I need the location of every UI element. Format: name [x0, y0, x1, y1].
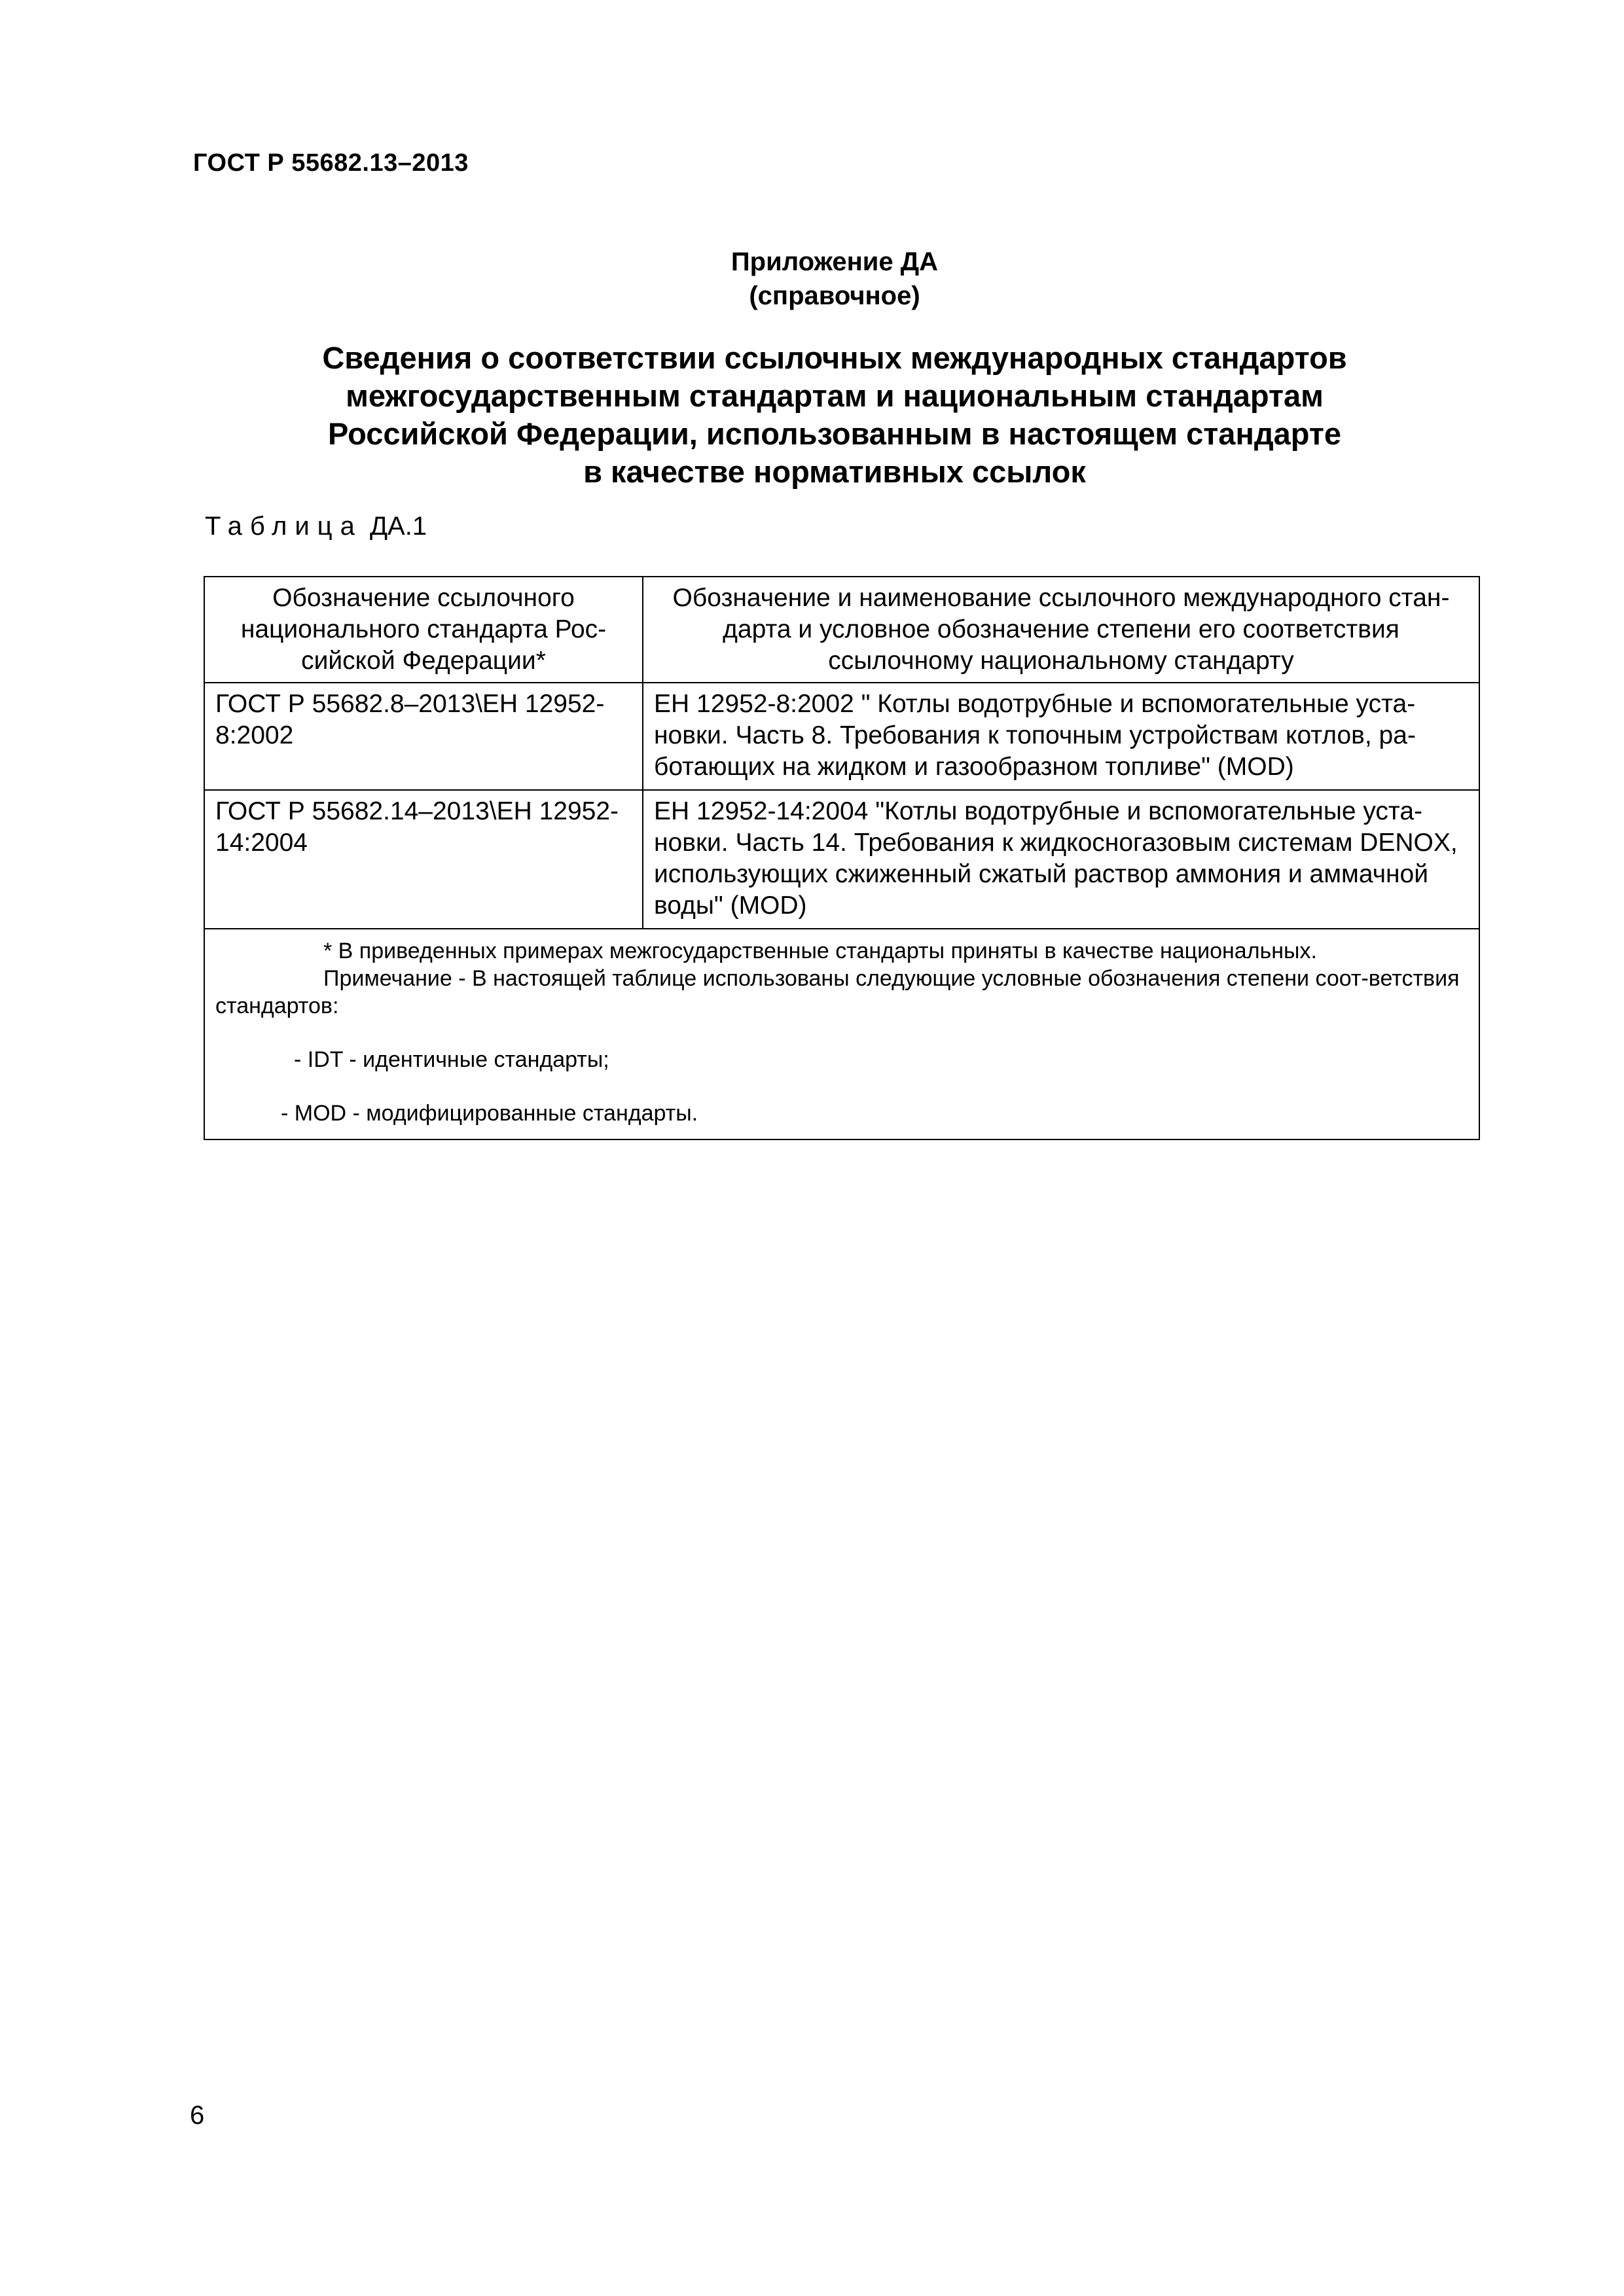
appendix-heading-line: в качестве нормативных ссылок: [583, 454, 1086, 489]
appendix-heading-line: Сведения о соответствии ссылочных международных стандартов: [322, 340, 1347, 375]
document-code-header: ГОСТ Р 55682.13–2013: [193, 149, 469, 177]
table-notes-row: [204, 929, 1479, 1139]
appendix-heading-line: межгосударственным стандартам и национальным стандартам: [346, 378, 1324, 413]
table-footnote: * В приведенных примерах межгосударственные стандарты приняты в качестве национальных.: [323, 939, 1317, 963]
national-standard-cell: ГОСТ Р 55682.8–2013\ЕН 12952-8:2002: [204, 683, 643, 790]
legend-idt: - IDT - идентичные стандарты;: [294, 1047, 609, 1072]
column-header-international-standard: Обозначение и наименование ссылочного международного стан-дарта и условное обозначение степени его соответствия ссылочному национальному стандарту: [643, 577, 1479, 683]
table-note: Примечание - В настоящей таблице использованы следующие условные обозначения степени соот-ветствия стандартов:: [215, 966, 1460, 1018]
national-standard-cell: ГОСТ Р 55682.14–2013\ЕН 12952-14:2004: [204, 790, 643, 929]
appendix-heading: [196, 339, 1473, 491]
appendix-kind: (справочное): [749, 281, 920, 310]
table-caption: [205, 512, 427, 541]
column-header-national-standard: Обозначение ссылочного национального стандарта Рос-сийской Федерации*: [204, 577, 643, 683]
table-row: [204, 790, 1479, 929]
table-caption-word: Таблица: [205, 512, 363, 541]
table-notes-cell: [204, 929, 1479, 1139]
reference-standards-table: [204, 576, 1480, 1140]
table-caption-number: ДА.1: [369, 512, 427, 541]
appendix-heading-line: Российской Федерации, использованным в настоящем стандарте: [327, 416, 1342, 451]
page-number: 6: [190, 2101, 205, 2130]
international-standard-cell: ЕН 12952-14:2004 "Котлы водотрубные и вспомогательные уста-новки. Часть 14. Требования к жидкосногазовым системам DENOX, использующих сжиженный сжатый раствор аммония и аммачной воды" (MOD): [643, 790, 1479, 929]
international-standard-cell: ЕН 12952-8:2002 " Котлы водотрубные и вспомогательные уста-новки. Часть 8. Требования к топочным устройствам котлов, ра-ботающих на жидком и газообразном топливе" (MOD): [643, 683, 1479, 790]
table-row: [204, 683, 1479, 790]
legend-mod: - MOD - модифицированные стандарты.: [281, 1101, 698, 1126]
appendix-title: Приложение ДА: [731, 247, 939, 276]
table-header-row: [204, 577, 1479, 683]
